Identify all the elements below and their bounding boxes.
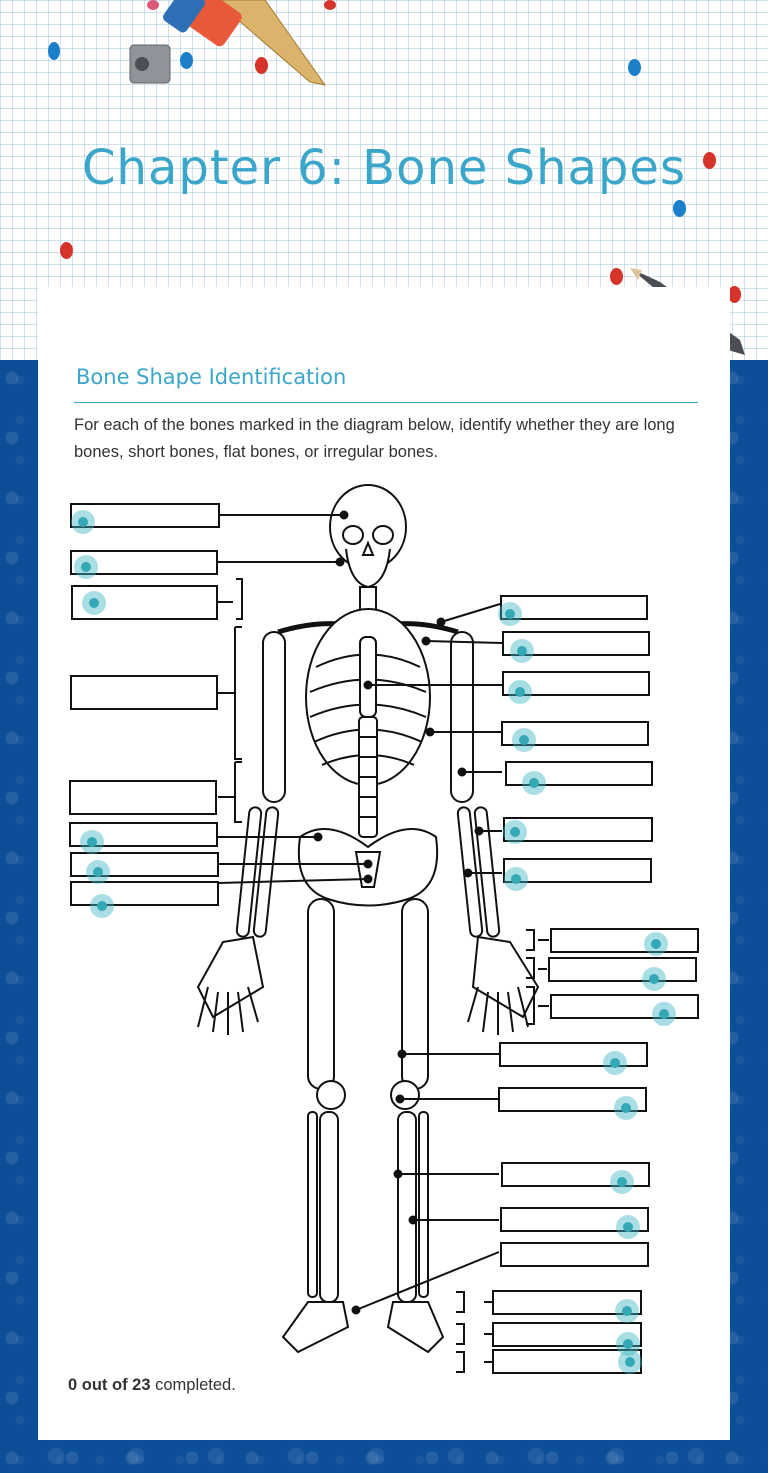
progress-count: 0 out of 23 — [68, 1376, 151, 1394]
confetti-dot — [48, 42, 60, 60]
confetti-dot — [147, 0, 159, 10]
patella-left — [317, 1081, 345, 1109]
progress-suffix: completed. — [150, 1376, 236, 1394]
confetti-dot — [628, 59, 641, 76]
hotspot-marker[interactable] — [522, 771, 546, 795]
hotspot-marker[interactable] — [610, 1170, 634, 1194]
confetti-dot — [673, 200, 686, 217]
tibia-left — [320, 1112, 338, 1302]
humerus-left — [263, 632, 285, 802]
tibia-right — [398, 1112, 416, 1302]
eraser-icon — [161, 0, 244, 49]
femur-left — [308, 899, 334, 1089]
hotspot-marker[interactable] — [86, 860, 110, 884]
hotspot-marker[interactable] — [498, 602, 522, 626]
answer-field-18[interactable] — [550, 994, 699, 1019]
hotspot-marker[interactable] — [71, 510, 95, 534]
answer-field-17[interactable] — [548, 957, 697, 982]
hotspot-marker[interactable] — [615, 1299, 639, 1323]
hotspot-marker[interactable] — [510, 639, 534, 663]
hotspot-marker[interactable] — [82, 591, 106, 615]
answer-field-4[interactable] — [70, 675, 218, 710]
hotspot-marker[interactable] — [512, 728, 536, 752]
hotspot-marker[interactable] — [616, 1215, 640, 1239]
hotspot-marker[interactable] — [503, 820, 527, 844]
page-title: Chapter 6: Bone Shapes — [82, 140, 686, 196]
confetti-dot — [324, 0, 336, 10]
hotspot-marker[interactable] — [80, 830, 104, 854]
hotspot-marker[interactable] — [504, 867, 528, 891]
instructions-text: For each of the bones marked in the diagram below, identify whether they are long bones, short bones, flat bones, or irregular bones. — [74, 416, 675, 461]
hotspot-marker[interactable] — [90, 894, 114, 918]
confetti-dot — [255, 57, 268, 74]
hotspot-marker[interactable] — [603, 1051, 627, 1075]
confetti-dot — [60, 242, 73, 259]
foot-left — [283, 1302, 348, 1352]
confetti-dot — [610, 268, 623, 285]
progress-status — [68, 1376, 236, 1395]
fibula-right — [419, 1112, 428, 1297]
patella-right — [391, 1081, 419, 1109]
sharpener-icon — [130, 45, 170, 83]
answer-field-9[interactable] — [500, 595, 648, 620]
hotspot-marker[interactable] — [508, 680, 532, 704]
answer-field-16[interactable] — [550, 928, 699, 953]
hotspot-marker[interactable] — [614, 1096, 638, 1120]
hotspot-marker[interactable] — [652, 1002, 676, 1026]
foot-right — [388, 1302, 443, 1352]
confetti-dot — [180, 52, 193, 69]
section-heading: Bone Shape Identification — [76, 365, 347, 389]
worksheet-card — [38, 287, 730, 1440]
answer-field-23[interactable] — [500, 1242, 649, 1267]
answer-field-5[interactable] — [69, 780, 217, 815]
hotspot-marker[interactable] — [642, 967, 666, 991]
femur-right — [402, 899, 428, 1089]
sternum — [360, 637, 376, 717]
fibula-left — [308, 1112, 317, 1297]
hotspot-marker[interactable] — [644, 932, 668, 956]
hotspot-marker[interactable] — [74, 555, 98, 579]
hotspot-marker[interactable] — [618, 1350, 642, 1374]
